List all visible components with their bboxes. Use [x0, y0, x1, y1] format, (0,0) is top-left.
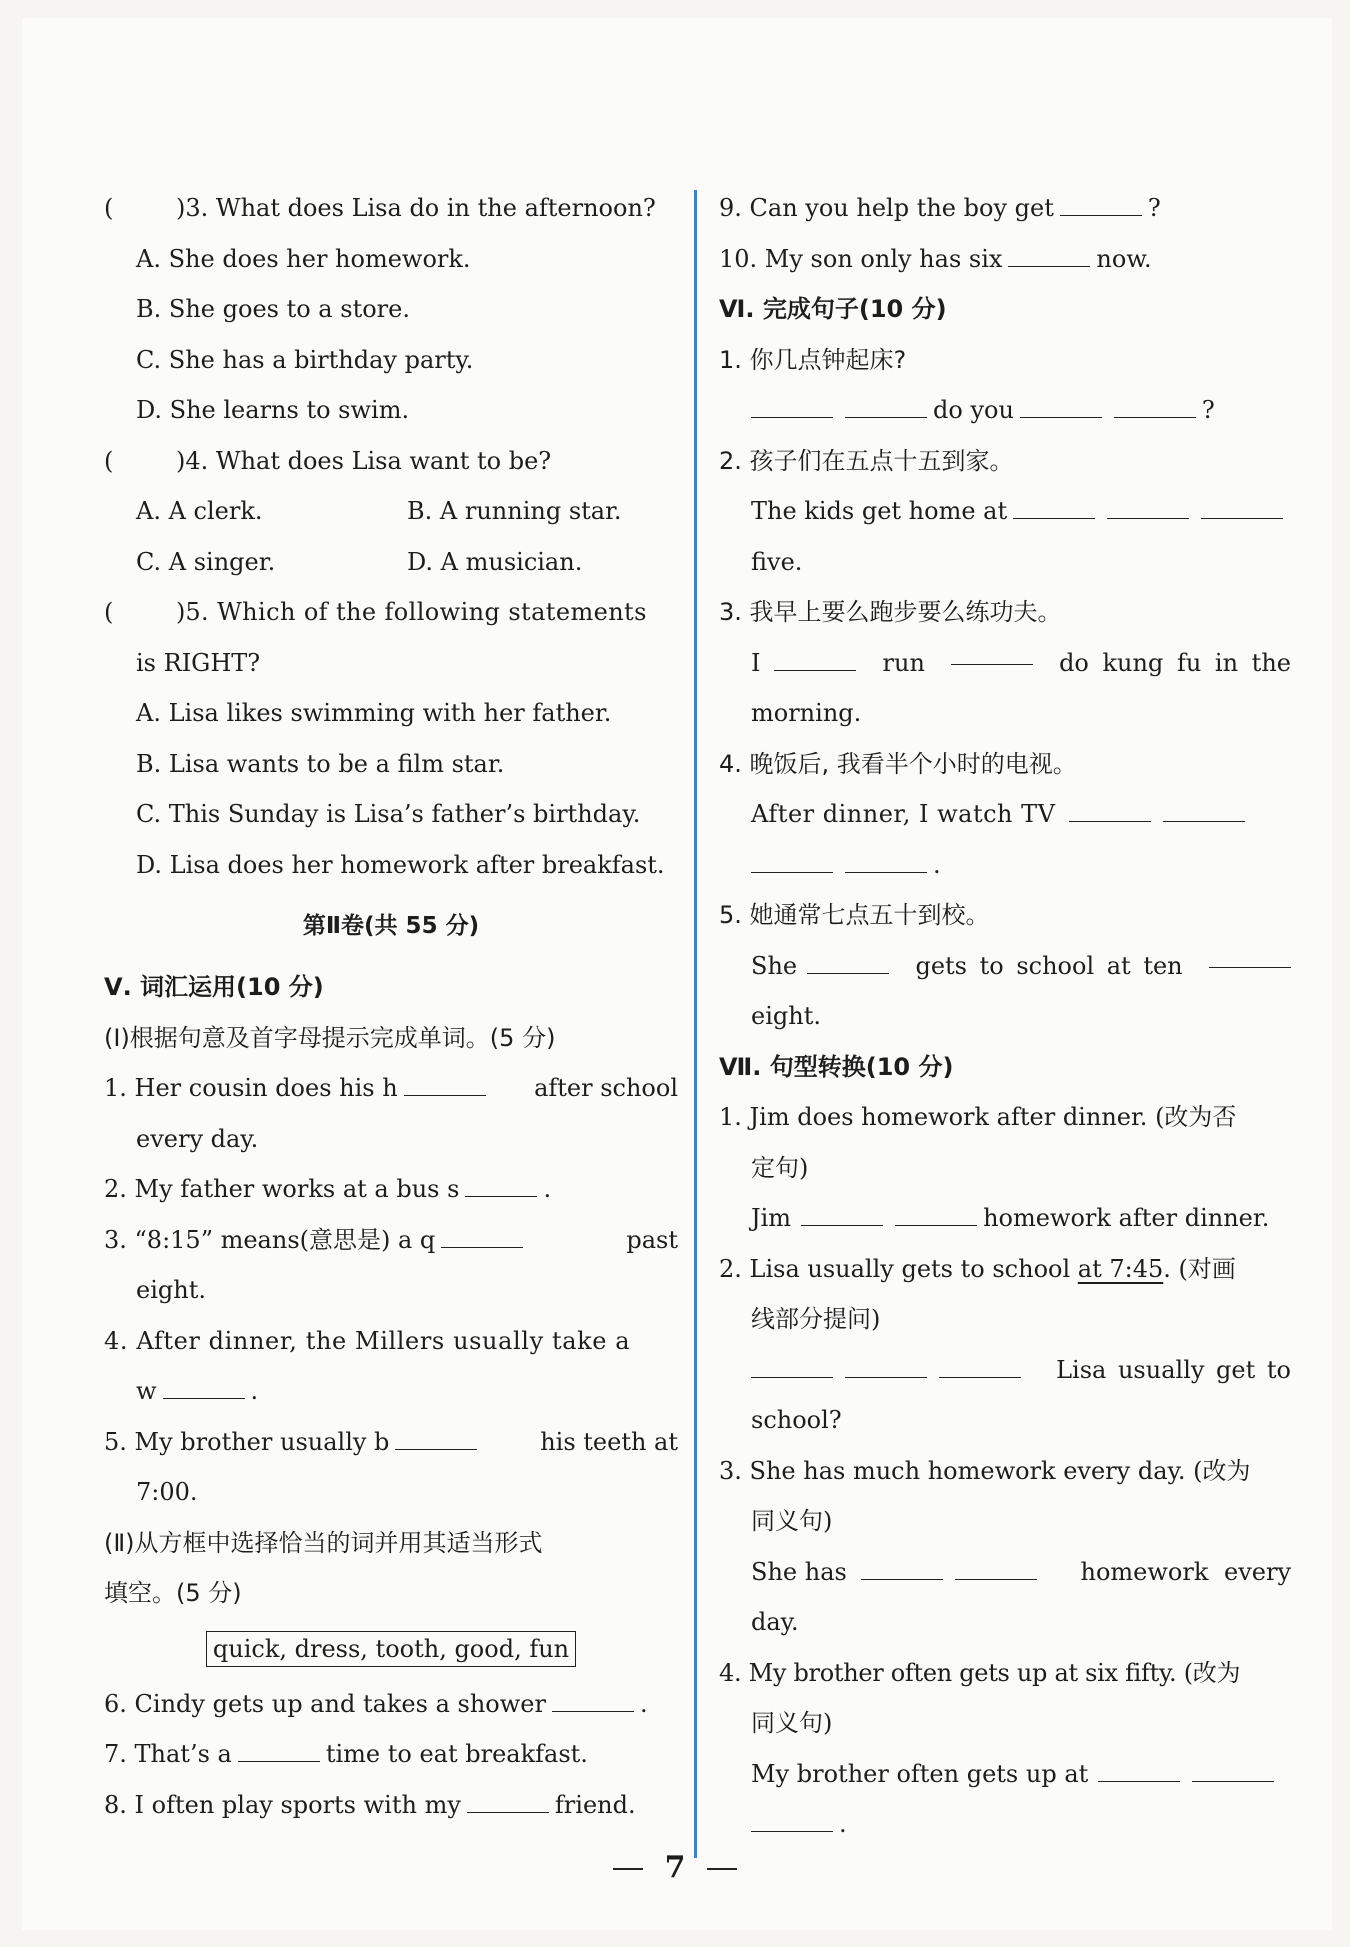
transform-2-cont: 线部分提问) — [751, 1305, 881, 1333]
bracket-open: ( — [104, 194, 114, 222]
section-6-title: Ⅵ. 完成句子(10 分) — [719, 295, 947, 323]
sentence-3-english — [719, 638, 1291, 689]
dash-right — [707, 1868, 737, 1870]
answer-blank[interactable] — [861, 1553, 943, 1580]
vocab-item-6 — [104, 1679, 678, 1730]
answer-blank[interactable] — [1209, 941, 1291, 968]
item-text: She — [751, 951, 798, 980]
options-cd — [104, 537, 678, 588]
answer-blank[interactable] — [1098, 1755, 1180, 1782]
option-c: C. She has a birthday party. — [136, 345, 474, 374]
worksheet-page — [22, 18, 1332, 1930]
vocab-item-10 — [719, 234, 1291, 285]
option-a: A. Lisa likes swimming with her father. — [136, 699, 612, 727]
bracket-close: ) — [176, 598, 186, 626]
transform-2 — [719, 1244, 1291, 1295]
transform-4: 4. My brother often gets up at six fifty. (改为 — [719, 1658, 1241, 1687]
answer-blank[interactable] — [845, 846, 927, 873]
item-text: do you — [933, 396, 1014, 424]
part-2-title: 第Ⅱ卷(共 55 分) — [302, 913, 480, 939]
transform-4-cont: 同义句) — [751, 1709, 833, 1737]
item-text: 5. My brother usually b — [104, 1427, 390, 1456]
answer-blank[interactable] — [1114, 391, 1196, 418]
item-text: homework every — [1080, 1557, 1291, 1586]
answer-bracket[interactable] — [104, 183, 176, 234]
vocab-item-3-cont: eight. — [136, 1276, 206, 1304]
word-box: quick, dress, tooth, good, fun — [206, 1631, 576, 1667]
option-d: D. A musician. — [407, 547, 583, 576]
subsection-2-instruction: (Ⅱ)从方框中选择恰当的词并用其适当形式 — [104, 1528, 543, 1557]
item-text: Lisa usually get to — [1056, 1355, 1291, 1384]
item-text: She has — [751, 1557, 847, 1586]
answer-blank[interactable] — [1020, 391, 1102, 418]
item-text: My brother often gets up at — [751, 1759, 1089, 1788]
sentence-2-english — [719, 486, 1291, 537]
item-text: now. — [1096, 244, 1152, 273]
option-b: B. A running star. — [407, 497, 622, 525]
underlined-part: at 7:45 — [1077, 1254, 1164, 1283]
answer-blank[interactable] — [895, 1199, 977, 1226]
vocab-item-5 — [104, 1417, 678, 1468]
option-b: B. She goes to a store. — [136, 295, 410, 323]
item-text: after school — [534, 1074, 678, 1102]
answer-blank[interactable] — [552, 1685, 634, 1712]
answer-bracket[interactable] — [104, 587, 176, 638]
vocab-item-4-cont — [104, 1366, 678, 1417]
vocab-item-1 — [104, 1063, 678, 1114]
answer-blank[interactable] — [751, 1351, 833, 1378]
answer-blank[interactable] — [1008, 240, 1090, 267]
vocab-item-3 — [104, 1215, 678, 1266]
answer-blank[interactable] — [1192, 1755, 1274, 1782]
sentence-4-english — [719, 789, 1291, 840]
vocab-item-8 — [104, 1780, 678, 1831]
answer-blank[interactable] — [238, 1735, 320, 1762]
item-text: 6. Cindy gets up and takes a shower — [104, 1689, 546, 1718]
transform-1-cont: 定句) — [751, 1153, 809, 1182]
answer-blank[interactable] — [163, 1372, 245, 1399]
item-text: . — [639, 1689, 648, 1718]
item-text: run — [882, 648, 925, 677]
answer-blank[interactable] — [751, 1805, 833, 1832]
item-text: gets to school at ten — [915, 951, 1183, 980]
bracket-open: ( — [104, 598, 114, 626]
sentence-1-chinese: 1. 你几点钟起床? — [719, 345, 907, 374]
option-c: C. A singer. — [136, 547, 276, 576]
answer-blank[interactable] — [395, 1423, 477, 1450]
option-d: D. She learns to swim. — [136, 396, 410, 424]
subsection-2-instruction-cont: 填空。(5 分) — [104, 1579, 242, 1607]
vocab-item-2 — [104, 1164, 678, 1215]
transform-2-answer-cont: school? — [751, 1406, 842, 1434]
question-4 — [104, 436, 678, 487]
question-stem: 5. Which of the following statements — [185, 598, 647, 626]
item-text: 7. That’s a — [104, 1740, 232, 1768]
vocab-item-4: 4. After dinner, the Millers usually take a — [104, 1326, 631, 1355]
answer-blank[interactable] — [1060, 189, 1142, 216]
item-text: 3. “8:15” means(意思是) a q — [104, 1225, 436, 1254]
item-text: w — [136, 1377, 157, 1405]
sentence-3-cont: morning. — [751, 699, 862, 727]
transform-4-answer — [719, 1749, 1291, 1800]
transform-3-answer-cont: day. — [751, 1608, 799, 1636]
sentence-3-chinese: 3. 我早上要么跑步要么练功夫。 — [719, 598, 1062, 626]
transform-1: 1. Jim does homework after dinner. (改为否 — [719, 1103, 1237, 1131]
answer-blank[interactable] — [404, 1069, 486, 1096]
item-text: 2. My father works at a bus s — [104, 1175, 460, 1203]
answer-blank[interactable] — [951, 638, 1033, 665]
transform-3: 3. She has much homework every day. (改为 — [719, 1456, 1251, 1485]
bracket-close: ) — [176, 194, 186, 222]
option-a: A. A clerk. — [136, 497, 263, 525]
transform-3-answer — [719, 1547, 1291, 1598]
item-text: do kung fu in the — [1059, 648, 1291, 677]
item-text: . — [933, 850, 941, 879]
answer-blank[interactable] — [801, 1199, 883, 1226]
answer-blank[interactable] — [1069, 795, 1151, 822]
dash-left — [613, 1868, 643, 1870]
word-box-row — [104, 1619, 678, 1679]
column-divider — [694, 190, 697, 1858]
question-5 — [104, 587, 678, 638]
item-text: ? — [1147, 194, 1161, 222]
item-text: I — [751, 648, 761, 677]
item-text: After dinner, I watch TV — [751, 800, 1056, 828]
sentence-5-english — [719, 941, 1291, 992]
options-ab — [104, 486, 678, 537]
answer-blank[interactable] — [1013, 492, 1095, 519]
item-text: 2. Lisa usually gets to school — [719, 1254, 1071, 1283]
transform-2-answer — [719, 1345, 1291, 1396]
sentence-1-english — [719, 385, 1291, 436]
item-text: . — [250, 1377, 259, 1405]
answer-blank[interactable] — [751, 391, 833, 418]
bracket-close: ) — [176, 446, 186, 475]
answer-blank[interactable] — [845, 1351, 927, 1378]
item-text: . — [543, 1175, 552, 1203]
section-5-title: Ⅴ. 词汇运用(10 分) — [104, 973, 324, 1001]
item-text: friend. — [554, 1790, 636, 1819]
item-text: . — [839, 1810, 847, 1838]
item-text: . (对画 — [1163, 1254, 1236, 1283]
bracket-open: ( — [104, 446, 114, 475]
answer-blank[interactable] — [467, 1786, 549, 1813]
item-text: ? — [1201, 396, 1215, 424]
vocab-item-5-cont: 7:00. — [136, 1478, 198, 1506]
vocab-item-7 — [104, 1729, 678, 1780]
vocab-item-1-cont: every day. — [136, 1124, 259, 1153]
sentence-2-chinese: 2. 孩子们在五点十五到家。 — [719, 446, 1014, 475]
item-text: 8. I often play sports with my — [104, 1790, 461, 1819]
item-text: homework after dinner. — [983, 1204, 1270, 1232]
sentence-5-chinese: 5. 她通常七点五十到校。 — [719, 901, 990, 929]
sentence-4-chinese: 4. 晚饭后, 我看半个小时的电视。 — [719, 749, 1077, 778]
question-stem-continued: is RIGHT? — [136, 648, 261, 677]
option-b: B. Lisa wants to be a film star. — [136, 749, 505, 778]
answer-blank[interactable] — [441, 1221, 523, 1248]
answer-blank[interactable] — [465, 1170, 537, 1197]
right-column — [719, 183, 1291, 1850]
transform-1-answer — [719, 1193, 1291, 1244]
item-text: time to eat breakfast. — [325, 1740, 588, 1768]
section-7-title: Ⅶ. 句型转换(10 分) — [719, 1052, 954, 1081]
answer-blank[interactable] — [1201, 492, 1283, 519]
question-stem: 4. What does Lisa want to be? — [185, 446, 552, 475]
question-stem: 3. What does Lisa do in the afternoon? — [185, 194, 656, 222]
answer-blank[interactable] — [955, 1553, 1037, 1580]
sentence-4-cont — [719, 840, 1291, 891]
item-text: past — [626, 1225, 678, 1254]
answer-blank[interactable] — [807, 947, 889, 974]
item-text: Jim — [751, 1204, 792, 1232]
answer-blank[interactable] — [1163, 795, 1245, 822]
item-text: 9. Can you help the boy get — [719, 194, 1054, 222]
item-text: his teeth at — [540, 1427, 678, 1456]
option-c: C. This Sunday is Lisa’s father’s birthday. — [136, 800, 641, 828]
item-text: The kids get home at — [751, 497, 1008, 525]
sentence-5-cont: eight. — [751, 1002, 821, 1030]
question-3 — [104, 183, 678, 234]
item-text: 1. Her cousin does his h — [104, 1074, 398, 1102]
transform-3-cont: 同义句) — [751, 1507, 833, 1535]
answer-blank[interactable] — [751, 846, 833, 873]
sentence-2-cont: five. — [751, 547, 803, 576]
option-d: D. Lisa does her homework after breakfast. — [136, 850, 665, 879]
vocab-item-9 — [719, 183, 1291, 234]
answer-blank[interactable] — [1107, 492, 1189, 519]
option-a: A. She does her homework. — [136, 244, 471, 273]
page-number-text: 7 — [664, 1850, 686, 1885]
subsection-1-instruction: (Ⅰ)根据句意及首字母提示完成单词。(5 分) — [104, 1023, 556, 1052]
left-column — [104, 183, 678, 1830]
page-number — [0, 1850, 1350, 1885]
answer-blank[interactable] — [939, 1351, 1021, 1378]
answer-blank[interactable] — [845, 391, 927, 418]
item-text: 10. My son only has six — [719, 244, 1003, 273]
answer-blank[interactable] — [774, 644, 856, 671]
transform-4-answer-cont — [719, 1799, 1291, 1850]
answer-bracket[interactable] — [104, 436, 176, 487]
